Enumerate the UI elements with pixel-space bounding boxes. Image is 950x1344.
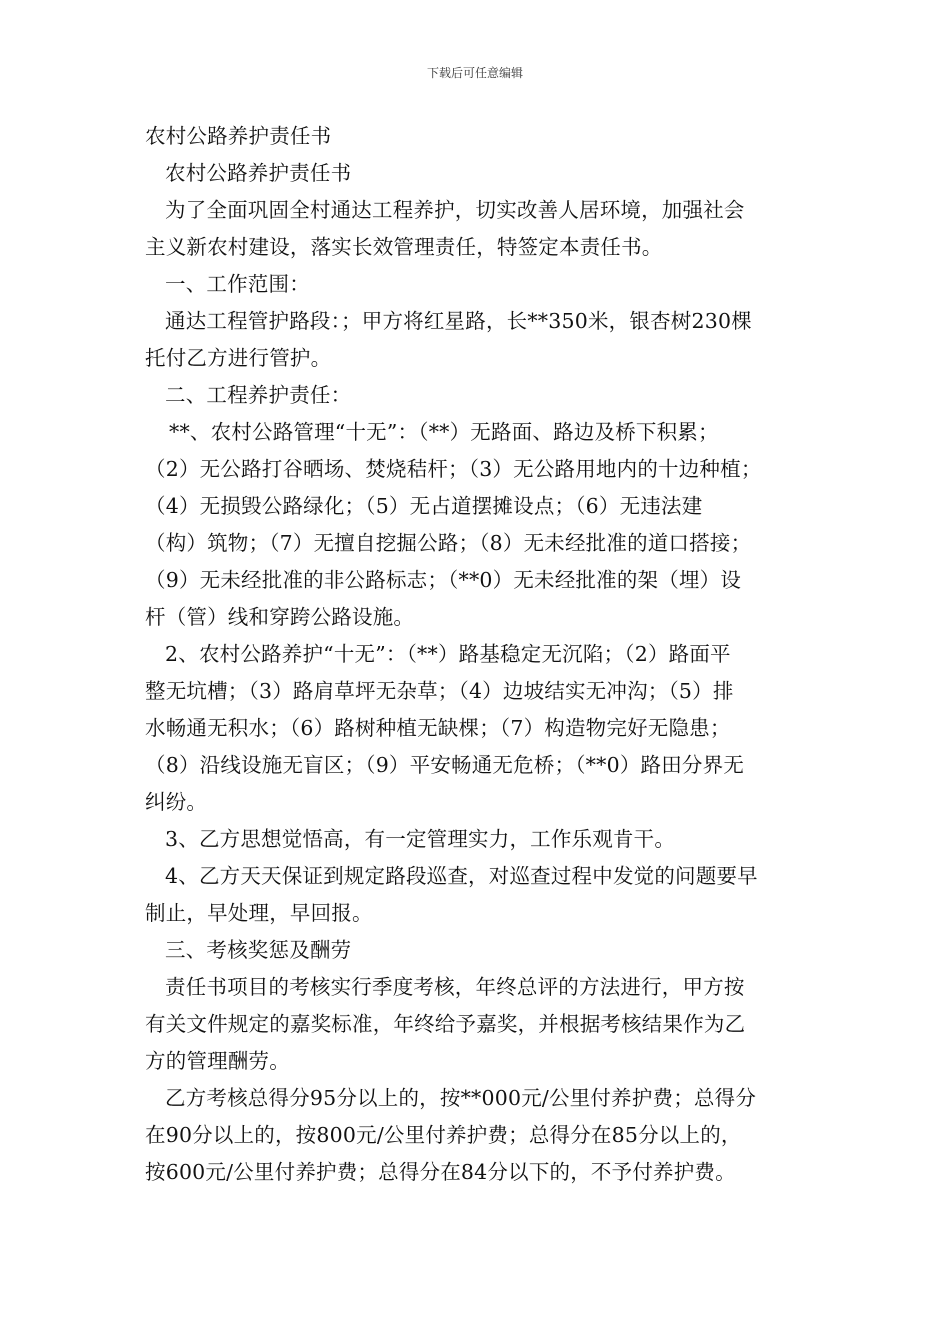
text-line: 主义新农村建设，落实长效管理责任，特签定本责任书。 — [145, 235, 663, 259]
text-line: 水畅通无积水；（6）路树种植无缺棵；（7）构造物完好无隐患； — [145, 716, 731, 740]
text-line: 有关文件规定的嘉奖标准，年终给予嘉奖，并根据考核结果作为乙 — [145, 1012, 746, 1036]
text-line: 托付乙方进行管护。 — [145, 346, 332, 370]
text-line: （8）沿线设施无盲区；（9）平安畅通无危桥；（**0）路田分界无 — [145, 753, 745, 777]
text-line: 2、农村公路养护“十无”：（**）路基稳定无沉陷；（2）路面平 — [165, 642, 731, 666]
text-line: 制止，早处理，早回报。 — [145, 901, 373, 925]
text-line: （4）无损毁公路绿化；（5）无占道摆摊设点；（6）无违法建 — [145, 494, 703, 518]
text-line: 责任书项目的考核实行季度考核，年终总评的方法进行，甲方按 — [165, 975, 745, 999]
text-line: 4、乙方天天保证到规定路段巡查，对巡查过程中发觉的问题要早 — [165, 864, 758, 888]
text-line: 为了全面巩固全村通达工程养护，切实改善人居环境，加强社会 — [165, 198, 745, 222]
document-subtitle: 农村公路养护责任书 — [165, 161, 352, 185]
text-line: 在90分以上的，按800元/公里付养护费；总得分在85分以上的， — [145, 1123, 742, 1147]
text-line: 杆（管）线和穿跨公路设施。 — [145, 605, 415, 629]
text-line: **、农村公路管理“十无”：（**）无路面、路边及桥下积累； — [169, 420, 719, 444]
text-line: 乙方考核总得分95分以上的，按**000元/公里付养护费；总得分 — [165, 1086, 757, 1110]
text-line: （9）无未经批准的非公路标志；（**0）无未经批准的架（埋）设 — [145, 568, 742, 592]
section-heading: 三、考核奖惩及酬劳 — [165, 938, 352, 962]
text-line: （2）无公路打谷晒场、焚烧秸杆；（3）无公路用地内的十边种植； — [145, 457, 762, 481]
section-heading: 一、工作范围： — [165, 272, 310, 296]
text-line: 整无坑槽；（3）路肩草坪无杂草；（4）边坡结实无冲沟；（5）排 — [145, 679, 734, 703]
text-line: 3、乙方思想觉悟高，有一定管理实力，工作乐观肯干。 — [165, 827, 676, 851]
document-title: 农村公路养护责任书 — [145, 124, 332, 148]
text-line: （构）筑物；（7）无擅自挖掘公路；（8）无未经批准的道口搭接； — [145, 531, 752, 555]
text-line: 按600元/公里付养护费；总得分在84分以下的，不予付养护费。 — [145, 1160, 736, 1184]
text-line: 通达工程管护路段：；甲方将红星路，长**350米，银杏树230棵 — [165, 309, 752, 333]
text-line: 方的管理酬劳。 — [145, 1049, 290, 1073]
section-heading: 二、工程养护责任： — [165, 383, 352, 407]
page-header: 下载后可任意编辑 — [426, 66, 523, 80]
text-line: 纠纷。 — [145, 790, 208, 814]
document-body — [145, 118, 810, 1191]
